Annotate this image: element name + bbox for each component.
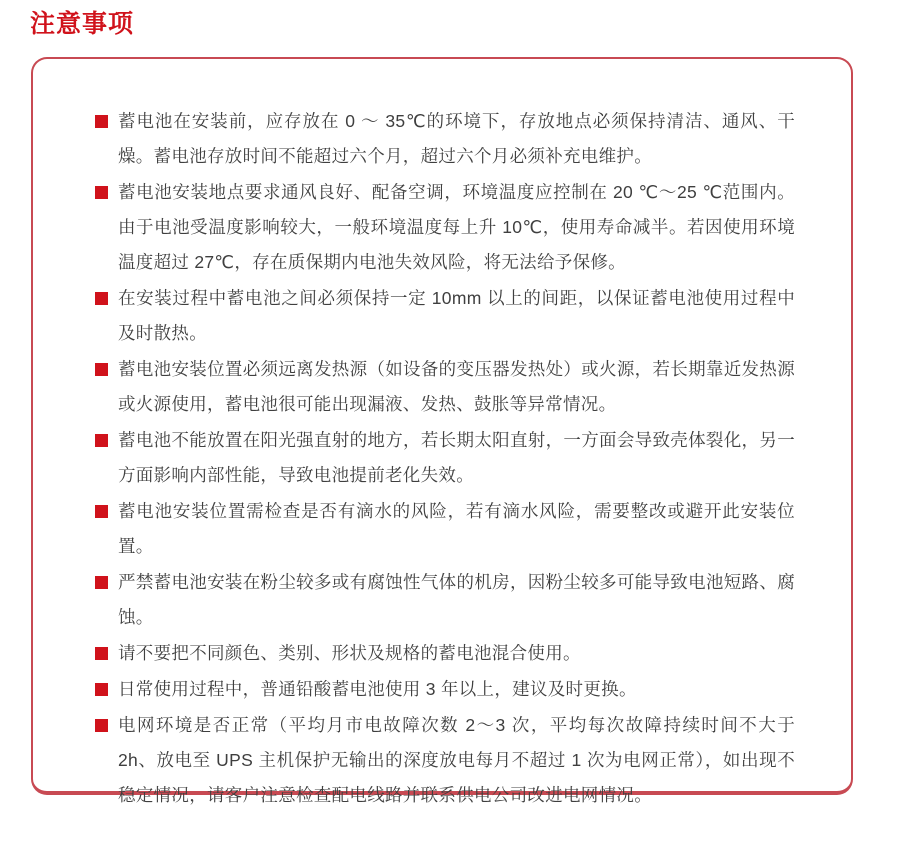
note-item [95, 423, 795, 493]
note-item [95, 672, 795, 707]
notes-box [31, 57, 853, 805]
bullet-square-icon [95, 434, 108, 447]
note-text: 日常使用过程中，普通铅酸蓄电池使用 3 年以上，建议及时更换。 [118, 679, 637, 699]
note-item [95, 352, 795, 422]
bullet-square-icon [95, 186, 108, 199]
note-text: 蓄电池安装位置必须远离发热源（如设备的变压器发热处）或火源，若长期靠近发热源或火源使用，蓄电池很可能出现漏液、发热、鼓胀等异常情况。 [118, 359, 795, 414]
note-text: 蓄电池安装地点要求通风良好、配备空调，环境温度应控制在 20 ℃～25 ℃范围内。由于电池受温度影响较大，一般环境温度每上升 10℃，使用寿命减半。若因使用环境温度超过 27℃，存在质保期内电池失效风险，将无法给予保修。 [118, 182, 795, 272]
bullet-square-icon [95, 292, 108, 305]
note-item [95, 708, 795, 813]
note-text: 蓄电池在安装前，应存放在 0 ～ 35℃的环境下，存放地点必须保持清洁、通风、干燥。蓄电池存放时间不能超过六个月，超过六个月必须补充电维护。 [118, 111, 795, 166]
note-text: 请不要把不同颜色、类别、形状及规格的蓄电池混合使用。 [118, 643, 581, 663]
note-text: 蓄电池安装位置需检查是否有滴水的风险，若有滴水风险，需要整改或避开此安装位置。 [118, 501, 795, 556]
note-item [95, 175, 795, 280]
bullet-square-icon [95, 115, 108, 128]
bullet-square-icon [95, 576, 108, 589]
note-item [95, 494, 795, 564]
note-text: 在安装过程中蓄电池之间必须保持一定 10mm 以上的间距，以保证蓄电池使用过程中及时散热。 [118, 288, 795, 343]
page-title: 注意事项 [30, 10, 135, 38]
bullet-square-icon [95, 683, 108, 696]
note-item [95, 281, 795, 351]
bullet-square-icon [95, 505, 108, 518]
bullet-square-icon [95, 719, 108, 732]
note-item [95, 104, 795, 174]
note-text: 严禁蓄电池安装在粉尘较多或有腐蚀性气体的机房，因粉尘较多可能导致电池短路、腐蚀。 [118, 572, 795, 627]
bullet-square-icon [95, 647, 108, 660]
note-item [95, 636, 795, 671]
bullet-square-icon [95, 363, 108, 376]
note-text: 电网环境是否正常（平均月市电故障次数 2～3 次，平均每次故障持续时间不大于 2h、放电至 UPS 主机保护无输出的深度放电每月不超过 1 次为电网正常），如出现不稳定情况，请客户注意检查配电线路并联系供电公司改进电网情况。 [118, 715, 795, 805]
note-item [95, 565, 795, 635]
note-text: 蓄电池不能放置在阳光强直射的地方，若长期太阳直射，一方面会导致壳体裂化，另一方面影响内部性能，导致电池提前老化失效。 [118, 430, 795, 485]
